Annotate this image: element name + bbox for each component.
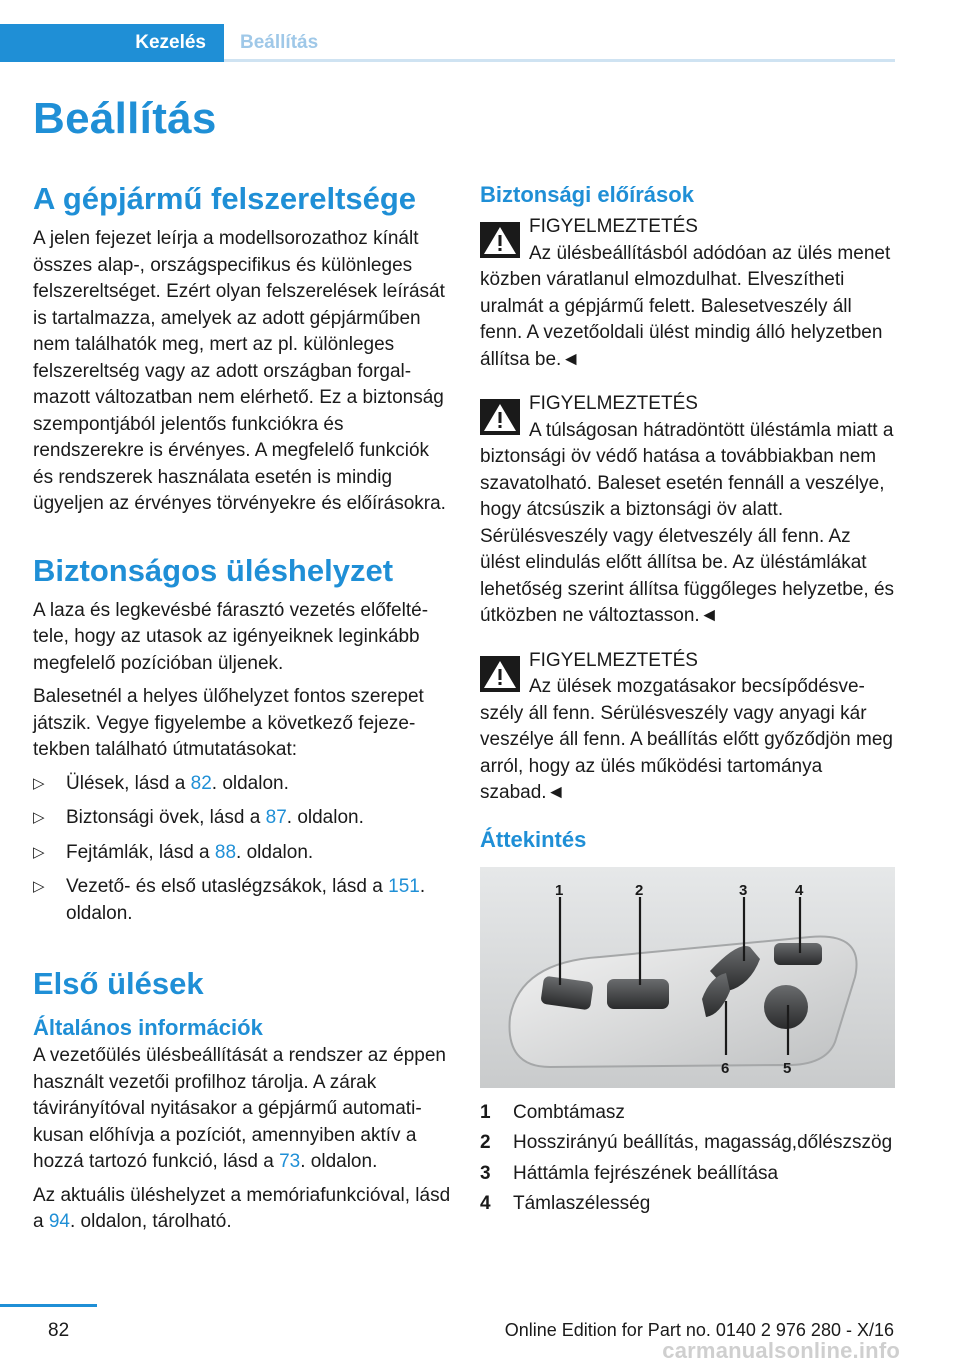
page-number: 82	[48, 1320, 70, 1341]
paragraph: Az aktuális üléshelyzet a memóriafunkcióval, lásd a 94. oldalon, tárolható.	[33, 1184, 451, 1232]
warning-block	[480, 391, 895, 630]
triangle-bullet-icon: ▷	[33, 774, 45, 792]
tab-kezeles[interactable]: Kezelés	[0, 24, 224, 62]
page-link-87[interactable]: 87	[265, 807, 287, 828]
figure-label-6: 6	[721, 1059, 730, 1077]
figure-label-4: 4	[795, 881, 804, 899]
warning-heading: FIGYELMEZTETÉS	[529, 649, 698, 671]
figure-legend	[480, 1100, 895, 1218]
section-title-felszereltseg: A gépjármű felszereltsége	[33, 181, 417, 216]
triangle-bullet-icon: ▷	[33, 809, 45, 826]
warning-block	[480, 648, 895, 807]
warning-text: Az ülésbeállításból adódóan az ülés menet közben váratlanul elmozdulhat. Elveszítheti uralmát a gépjármű felett. Balesetveszély áll fenn. A vezetőoldali ülést mindig álló helyzetben állítsa be.◄	[480, 242, 891, 370]
header-tabbar	[0, 24, 895, 62]
subsection-title-biztonsagi: Biztonsági előírások	[480, 182, 694, 207]
page-link-88[interactable]: 88	[214, 841, 237, 863]
tab-beallitas[interactable]: Beállítás	[240, 32, 319, 53]
warning-triangle-icon	[480, 399, 520, 435]
figure-label-2: 2	[635, 881, 644, 899]
page-link-151[interactable]: 151	[388, 876, 420, 897]
page-link-82[interactable]: 82	[190, 772, 212, 794]
paragraph: A jelen fejezet leírja a modellsorozathoz kínált összes alap-, országspecifikus és különleges felszereltséget. Ezért olyan felszerelések leírását is tartalmazza, amelyek az adott gépjárműben nem találhatók meg, mert az pl. különleges felszereltség vagy az adott országban forgalmazott változatban nem elérhető. Ez a biztonság szempontjából jelentős funkciókra és rendszerekre is érvényes. A megfelelő funkciók és rendszerek használata esetén is mindig ügyeljen az érvényes törvényekre és előírásokra.	[33, 228, 446, 514]
legend-number: 1	[480, 1101, 491, 1123]
warning-block	[480, 214, 895, 373]
list-item: ▷ Fejtámlák, lásd a 88. oldalon.	[33, 840, 451, 867]
subsection-title-attekintes: Áttekintés	[480, 826, 587, 852]
legend-text: Háttámla fejrészének beállítása	[513, 1162, 779, 1184]
seat-controls-figure	[480, 867, 895, 1088]
section-title-elso-ulesek: Első ülések	[33, 966, 204, 1001]
legend-text: Combtámasz	[513, 1101, 625, 1123]
list-item: ▷ Vezető- és első utaslégzsákok, lásd a 151. oldalon.	[33, 876, 426, 924]
figure-label-5: 5	[783, 1059, 792, 1077]
list-item: ▷ Biztonsági övek, lásd a 87. oldalon.	[33, 805, 451, 832]
figure-label-3: 3	[739, 881, 748, 899]
warning-triangle-icon	[480, 656, 520, 692]
legend-number: 4	[480, 1193, 491, 1214]
seat-controls-illustration	[480, 867, 895, 1088]
page-link-73[interactable]: 73	[279, 1151, 301, 1172]
page-title: Beállítás	[33, 94, 217, 143]
legend-number: 2	[480, 1132, 491, 1153]
triangle-bullet-icon: ▷	[33, 843, 45, 861]
right-column	[480, 180, 895, 1218]
section-title-ulheshelyzet: Biztonságos üléshelyzet	[33, 552, 394, 588]
left-column	[33, 180, 451, 1243]
paragraph: Balesetnél a helyes ülőhelyzet fontos szerepet játszik. Vegye figyelembe a következő fejezetekben található útmutatásokat:	[33, 686, 424, 760]
watermark: carmanualsonline.info	[662, 1338, 900, 1362]
legend-number: 3	[480, 1162, 491, 1184]
paragraph: A laza és legkevésbé fárasztó vezetés előfeltétele, hogy az utasok az igényeiknek leginkább megfelelő pozícióban üljenek.	[33, 599, 429, 674]
warning-text: A túlságosan hátradöntött üléstámla miatt a biztonsági öv védő hatása a továbbiakban nem szavatolható. Baleset esetén fennáll a veszélye, hogy átcsúszik a biztonsági öv alatt. Sérülésveszély vagy életveszély áll fenn. Az ülést elindulás előtt állítsa be. Az üléstámlákat lehetőség szerint állítsa függőleges helyzetbe, és útközben ne változtasson.◄	[480, 419, 895, 626]
header-rule	[224, 59, 895, 62]
triangle-bullet-icon: ▷	[33, 878, 45, 895]
legend-text: Támlaszélesség	[513, 1193, 651, 1214]
warning-text: Az ülések mozgatásakor becsípődésveszély áll fenn. Sérülésveszély vagy anyagi kár veszélye áll fenn. A beállítás előtt győződjön meg arról, hogy az ülés működési tartománya szabad.◄	[480, 676, 893, 803]
list-item: ▷ Ülések, lásd a 82. oldalon.	[33, 771, 451, 798]
subsection-title-altalanos: Általános információk	[33, 1015, 263, 1040]
figure-label-1: 1	[555, 881, 564, 899]
footer-rule	[0, 1304, 97, 1307]
warning-heading: FIGYELMEZTETÉS	[529, 393, 698, 414]
page-link-94[interactable]: 94	[48, 1211, 70, 1232]
paragraph: A vezetőülés ülésbeállítását a rendszer az éppen használt vezetői profilhoz tárolja. A zárak távirányítóval nyitásakor a gépjármű automatikusan előhívja a pozíciót, amennyiben aktív a hozzá tartozó funkció, lásd a 73. oldalon.	[33, 1045, 446, 1172]
edition-note: Online Edition for Part no. 0140 2 976 280 - X/16	[504, 1320, 894, 1340]
warning-heading: FIGYELMEZTETÉS	[529, 216, 698, 237]
warning-triangle-icon	[480, 222, 520, 258]
reference-list	[33, 771, 451, 928]
legend-text: Hosszirányú beállítás, magasság,dőlészszög	[513, 1132, 893, 1153]
